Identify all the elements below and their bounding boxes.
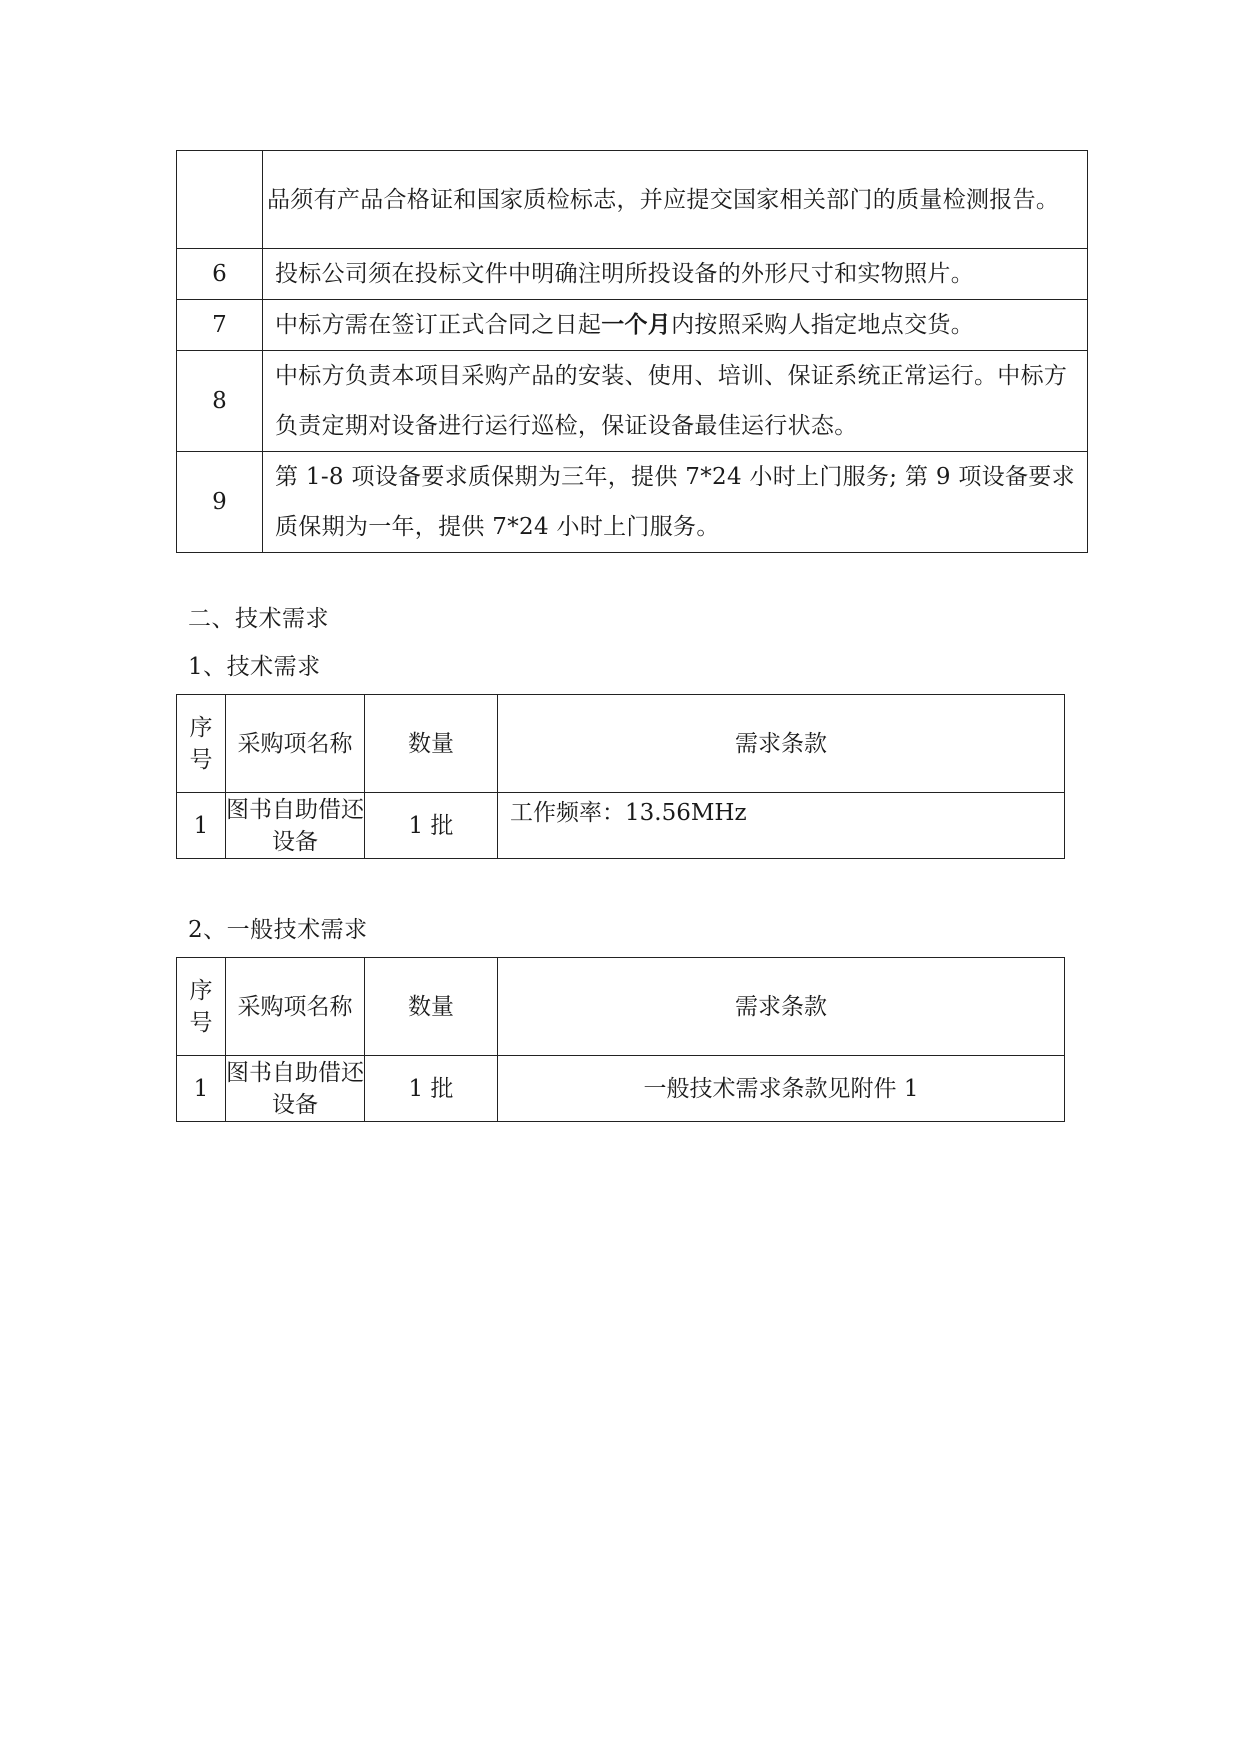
- requirement-text: 第 1-8 项设备要求质保期为三年，提供 7*24 小时上门服务; 第 9 项设备要求质保期为一年，提供 7*24 小时上门服务。: [263, 452, 1088, 553]
- row-number: [177, 151, 263, 249]
- header-item-name: 采购项名称: [226, 695, 365, 793]
- requirement-text: [263, 300, 1088, 351]
- table-row: [177, 793, 1065, 859]
- table-row: [177, 249, 1088, 300]
- header-index: 序号: [177, 695, 226, 793]
- tech-requirements-table: [176, 694, 1065, 859]
- table-row: [177, 151, 1088, 249]
- table-row: [177, 452, 1088, 553]
- header-quantity: 数量: [365, 958, 498, 1056]
- table-row: [177, 300, 1088, 351]
- delivery-period: 一个月: [601, 311, 672, 338]
- general-requirements-table: [176, 957, 1065, 1122]
- requirement-text: 品须有产品合格证和国家质检标志，并应提交国家相关部门的质量检测报告。: [263, 151, 1088, 249]
- row-number: 8: [177, 351, 263, 452]
- table-header-row: [177, 695, 1065, 793]
- row-item-name: 图书自助借还设备: [226, 1056, 365, 1122]
- header-clause: 需求条款: [498, 695, 1065, 793]
- general-requirements-heading: 2、一般技术需求: [188, 917, 368, 943]
- row-index: 1: [177, 793, 226, 859]
- row-number: 6: [177, 249, 263, 300]
- delivery-text-after: 内按照采购人指定地点交货。: [671, 312, 975, 338]
- row-item-name: 图书自助借还设备: [226, 793, 365, 859]
- table-row: [177, 351, 1088, 452]
- requirements-table: [176, 150, 1088, 553]
- row-clause: 工作频率：13.56MHz: [498, 793, 1065, 859]
- row-number: 9: [177, 452, 263, 553]
- row-number: 7: [177, 300, 263, 351]
- row-clause: 一般技术需求条款见附件 1: [498, 1056, 1065, 1122]
- row-index: 1: [177, 1056, 226, 1122]
- row-quantity: 1 批: [365, 793, 498, 859]
- header-quantity: 数量: [365, 695, 498, 793]
- tech-requirements-heading: 1、技术需求: [188, 654, 321, 680]
- header-index: 序号: [177, 958, 226, 1056]
- section-heading: 二、技术需求: [188, 606, 329, 632]
- table-row: [177, 1056, 1065, 1122]
- delivery-text-before: 中标方需在签订正式合同之日起: [275, 312, 602, 338]
- row-quantity: 1 批: [365, 1056, 498, 1122]
- header-item-name: 采购项名称: [226, 958, 365, 1056]
- requirement-text: 投标公司须在投标文件中明确注明所投设备的外形尺寸和实物照片。: [263, 249, 1088, 300]
- requirement-text: 中标方负责本项目采购产品的安装、使用、培训、保证系统正常运行。中标方负责定期对设备进行运行巡检，保证设备最佳运行状态。: [263, 351, 1088, 452]
- header-clause: 需求条款: [498, 958, 1065, 1056]
- table-header-row: [177, 958, 1065, 1056]
